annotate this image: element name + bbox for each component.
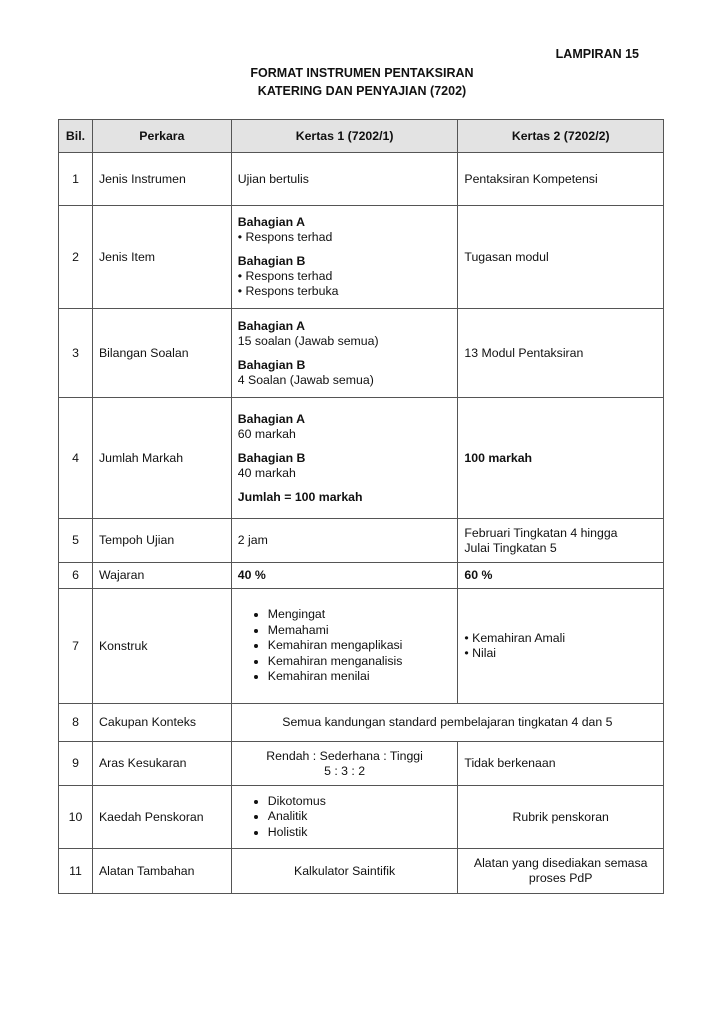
row-number: 11 xyxy=(59,849,93,894)
total-marks: Jumlah = 100 markah xyxy=(237,489,363,504)
row-number: 7 xyxy=(59,589,93,704)
format-table xyxy=(58,119,664,894)
cell-line: proses PdP xyxy=(528,871,593,885)
document-title xyxy=(0,64,724,100)
row-number: 1 xyxy=(59,153,93,206)
cell-line: • Respons terbuka xyxy=(237,284,339,298)
kertas-2-cell xyxy=(458,519,664,563)
kertas-2-cell: Tidak berkenaan xyxy=(458,742,664,786)
list-item: • Mengingat xyxy=(268,607,452,623)
cell-line: • Respons terhad xyxy=(237,230,333,244)
header-bil: Bil. xyxy=(59,120,93,153)
row-item: Kaedah Penskoran xyxy=(92,786,231,849)
kertas-1-cell xyxy=(231,206,458,309)
construct-list xyxy=(238,607,452,685)
row-item: Jumlah Markah xyxy=(92,398,231,519)
header-kertas-1: Kertas 1 (7202/1) xyxy=(231,120,458,153)
table-row xyxy=(59,786,664,849)
cell-line: • Nilai xyxy=(464,646,497,660)
cell-line: Rendah : Sederhana : Tinggi xyxy=(266,748,423,763)
cell-line: 40 markah xyxy=(237,465,296,480)
section-b-title: Bahagian B xyxy=(237,254,306,268)
kertas-1-cell: 40 % xyxy=(231,563,458,589)
kertas-2-cell xyxy=(458,589,664,704)
list-item: • Holistik xyxy=(268,825,452,841)
row-item: Alatan Tambahan xyxy=(92,849,231,894)
list-item: • Kemahiran menganalisis xyxy=(268,654,452,670)
cell-line: • Kemahiran Amali xyxy=(464,631,566,645)
merged-cell: Semua kandungan standard pembelajaran tingkatan 4 dan 5 xyxy=(231,704,663,742)
appendix-label: LAMPIRAN 15 xyxy=(555,47,639,61)
table-row xyxy=(59,519,664,563)
kertas-2-cell: 100 markah xyxy=(458,398,664,519)
row-item: Tempoh Ujian xyxy=(92,519,231,563)
row-number: 2 xyxy=(59,206,93,309)
row-number: 8 xyxy=(59,704,93,742)
list-item: • Memahami xyxy=(268,623,452,639)
cell-line: 15 soalan (Jawab semua) xyxy=(237,333,379,348)
table-header-row xyxy=(59,120,664,153)
kertas-1-cell xyxy=(231,309,458,398)
kertas-2-cell: Pentaksiran Kompetensi xyxy=(458,153,664,206)
row-number: 9 xyxy=(59,742,93,786)
section-a-title: Bahagian A xyxy=(237,215,305,229)
cell-line: 4 Soalan (Jawab semua) xyxy=(237,372,374,387)
section-b-title: Bahagian B xyxy=(237,450,306,465)
row-item: Konstruk xyxy=(92,589,231,704)
table-row xyxy=(59,849,664,894)
row-item: Cakupan Konteks xyxy=(92,704,231,742)
title-line-2: KATERING DAN PENYAJIAN (7202) xyxy=(257,84,467,98)
cell-line: Alatan yang disediakan semasa xyxy=(473,856,648,870)
section-a-title: Bahagian A xyxy=(237,318,305,333)
kertas-1-cell xyxy=(231,742,458,786)
row-number: 5 xyxy=(59,519,93,563)
table-row xyxy=(59,563,664,589)
row-item: Jenis Item xyxy=(92,206,231,309)
kertas-2-cell: Tugasan modul xyxy=(458,206,664,309)
table-row xyxy=(59,398,664,519)
kertas-1-cell: Ujian bertulis xyxy=(231,153,458,206)
kertas-1-cell xyxy=(231,398,458,519)
kertas-1-cell: Kalkulator Saintifik xyxy=(231,849,458,894)
table-row xyxy=(59,153,664,206)
kertas-2-cell: Rubrik penskoran xyxy=(458,786,664,849)
cell-line: 5 : 3 : 2 xyxy=(324,763,366,778)
row-number: 6 xyxy=(59,563,93,589)
header-kertas-2: Kertas 2 (7202/2) xyxy=(458,120,664,153)
kertas-2-cell xyxy=(458,849,664,894)
row-number: 4 xyxy=(59,398,93,519)
kertas-1-cell: 2 jam xyxy=(231,519,458,563)
cell-line: Julai Tingkatan 5 xyxy=(464,540,557,555)
table-row xyxy=(59,704,664,742)
row-number: 10 xyxy=(59,786,93,849)
kertas-2-cell: 13 Modul Pentaksiran xyxy=(458,309,664,398)
row-number: 3 xyxy=(59,309,93,398)
section-a-title: Bahagian A xyxy=(237,411,305,426)
title-line-1: FORMAT INSTRUMEN PENTAKSIRAN xyxy=(250,66,474,80)
table-row xyxy=(59,206,664,309)
scoring-list xyxy=(238,794,452,841)
row-item: Wajaran xyxy=(92,563,231,589)
row-item: Jenis Instrumen xyxy=(92,153,231,206)
kertas-1-cell xyxy=(231,589,458,704)
list-item: • Dikotomus xyxy=(268,794,452,810)
cell-line: • Respons terhad xyxy=(237,269,333,283)
row-item: Aras Kesukaran xyxy=(92,742,231,786)
header-perkara: Perkara xyxy=(92,120,231,153)
kertas-1-cell xyxy=(231,786,458,849)
list-item: • Kemahiran menilai xyxy=(268,669,452,685)
cell-line: 60 markah xyxy=(237,426,296,441)
cell-line: Februari Tingkatan 4 hingga xyxy=(464,525,618,540)
list-item: • Kemahiran mengaplikasi xyxy=(268,638,452,654)
kertas-2-cell: 60 % xyxy=(458,563,664,589)
section-b-title: Bahagian B xyxy=(237,357,306,372)
row-item: Bilangan Soalan xyxy=(92,309,231,398)
list-item: • Analitik xyxy=(268,809,452,825)
table-row xyxy=(59,309,664,398)
table-row xyxy=(59,742,664,786)
table-row xyxy=(59,589,664,704)
